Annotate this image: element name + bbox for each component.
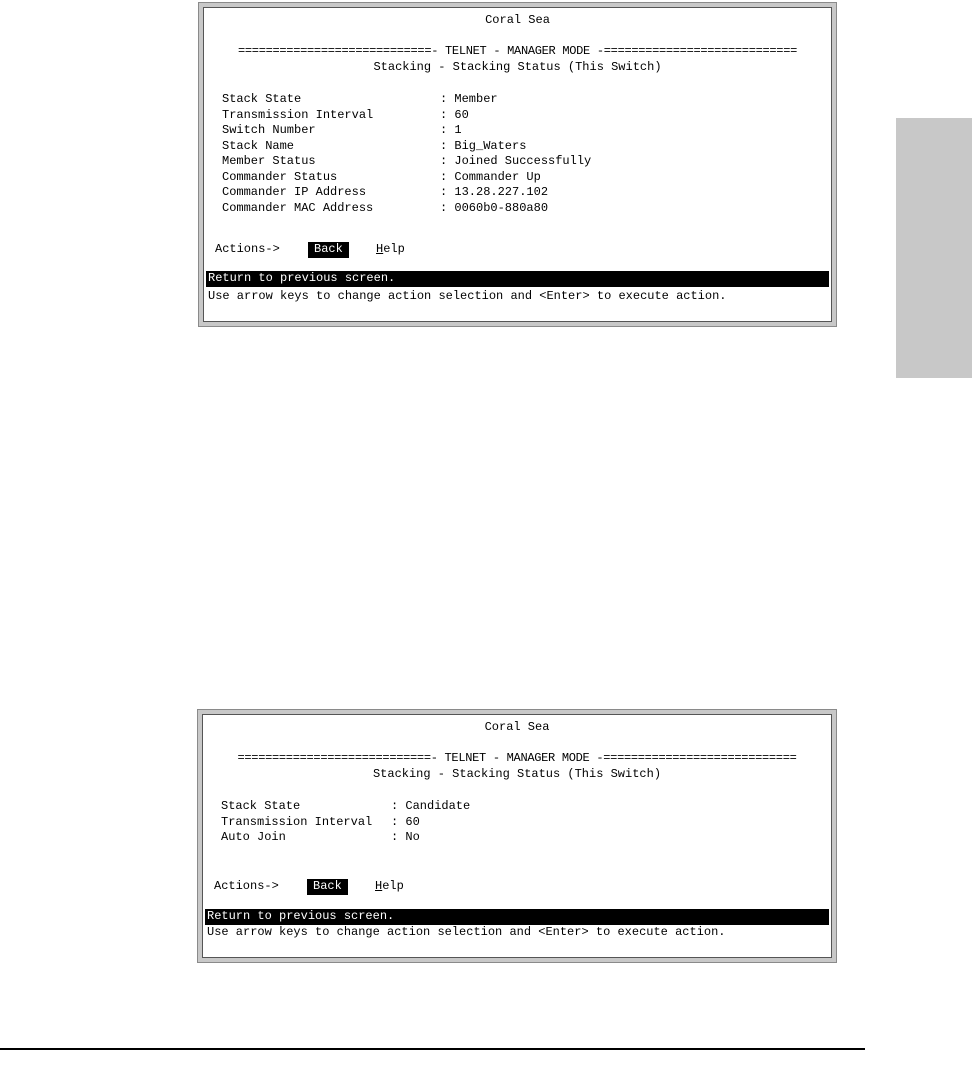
section-side-tab <box>896 118 972 378</box>
switch-number-value: : 1 <box>440 123 462 137</box>
stack-state-value: : Candidate <box>391 799 471 813</box>
commander-mac-value: : 0060b0-880a80 <box>440 200 549 215</box>
telnet-mode-separator: ============================- TELNET - MANAGER MODE -============================ <box>238 44 797 58</box>
stack-state-value: : Member <box>440 92 498 106</box>
terminal-screen <box>202 714 832 958</box>
actions-label: Actions-> <box>215 242 280 256</box>
commander-status-label: Commander Status <box>222 169 338 184</box>
transmission-interval-label: Transmission Interval <box>221 814 373 829</box>
page-footer-rule <box>0 1048 865 1050</box>
terminal-window-candidate-status <box>197 709 837 963</box>
actions-label: Actions-> <box>214 879 279 893</box>
help-text: Use arrow keys to change action selection and <Enter> to execute action. <box>207 925 726 939</box>
help-button[interactable] <box>376 242 405 258</box>
telnet-mode-separator: ============================- TELNET - MANAGER MODE -============================ <box>237 751 797 765</box>
stack-state-label: Stack State <box>221 799 301 813</box>
auto-join-value: : No <box>391 830 420 844</box>
auto-join-label: Auto Join <box>221 830 286 844</box>
commander-ip-value: : 13.28.227.102 <box>440 185 549 199</box>
screen-subtitle: Stacking - Stacking Status (This Switch) <box>372 767 662 781</box>
member-status-value: : Joined Successfully <box>440 154 592 168</box>
status-bar: Return to previous screen. <box>206 271 829 287</box>
help-button[interactable] <box>375 879 404 895</box>
stack-name-value: : Big_Waters <box>440 138 527 153</box>
transmission-interval-value: : 60 <box>391 814 420 829</box>
back-button[interactable]: Back <box>307 879 348 895</box>
terminal-window-member-status <box>198 2 837 327</box>
terminal-screen <box>203 7 832 322</box>
member-status-label: Member Status <box>222 154 316 168</box>
stack-name-label: Stack Name <box>222 138 295 153</box>
screen-subtitle: Stacking - Stacking Status (This Switch) <box>373 60 662 74</box>
transmission-interval-label: Transmission Interval <box>222 107 374 122</box>
commander-mac-label: Commander MAC Address <box>222 200 374 215</box>
switch-number-label: Switch Number <box>222 123 316 137</box>
status-bar: Return to previous screen. <box>205 909 829 925</box>
commander-ip-label: Commander IP Address <box>222 185 367 199</box>
help-hotkey-letter: H <box>376 242 384 256</box>
stack-state-label: Stack State <box>222 92 302 106</box>
back-button[interactable]: Back <box>308 242 349 258</box>
switch-title: Coral Sea <box>485 13 550 27</box>
help-label-rest: elp <box>383 242 405 256</box>
help-hotkey-letter: H <box>375 879 383 893</box>
transmission-interval-value: : 60 <box>440 107 469 122</box>
help-text: Use arrow keys to change action selection and <Enter> to execute action. <box>208 289 727 303</box>
commander-status-value: : Commander Up <box>440 169 541 184</box>
switch-title: Coral Sea <box>484 720 550 734</box>
help-label-rest: elp <box>382 879 404 893</box>
